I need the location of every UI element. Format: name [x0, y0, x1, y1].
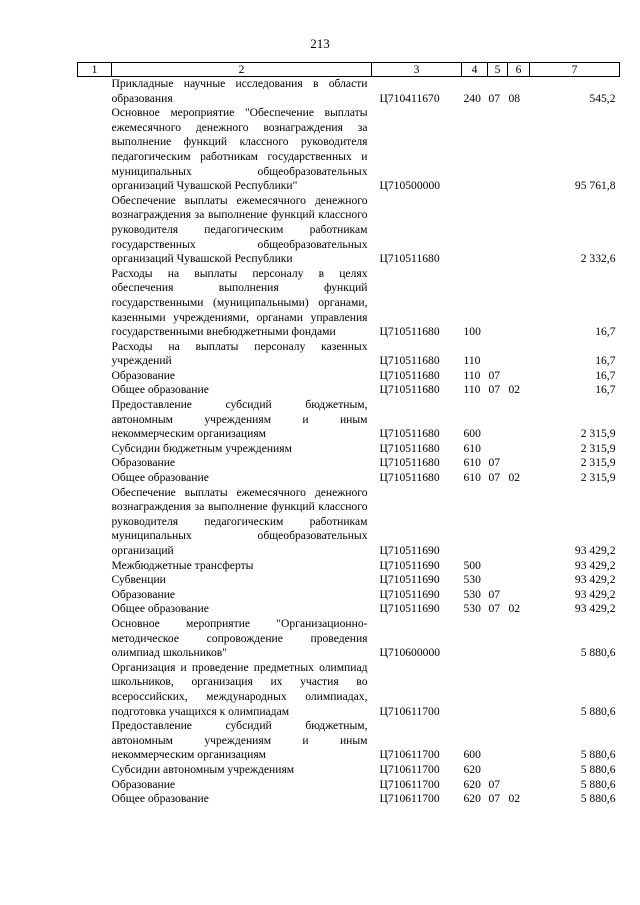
row-sum-cell: 2 315,9: [580, 471, 616, 485]
row-code-cell: Ц710511680: [379, 368, 440, 382]
row-number-cell: [78, 194, 112, 267]
row-pr-cell: [508, 617, 530, 661]
table-body: [78, 77, 620, 807]
row-sum-cell: 5 880,6: [580, 704, 616, 718]
row-sum-cell: 93 429,2: [574, 558, 616, 572]
row-code-cell: Ц710611700: [379, 762, 440, 776]
row-pr-cell: [508, 369, 530, 384]
row-vr-cell: 610: [463, 441, 481, 455]
row-name-cell: Основное мероприятие "Организационно-методическое сопровождение проведения олимпиад школьников": [111, 616, 368, 660]
row-name-cell: Субвенции: [111, 573, 166, 587]
row-sum-cell: 16,7: [595, 383, 616, 397]
row-rz-cell: 07: [488, 456, 501, 470]
row-pr-cell: [508, 340, 530, 369]
row-pr-cell: [508, 719, 530, 763]
row-number-cell: [78, 383, 112, 398]
row-name-cell: Общее образование: [111, 792, 209, 806]
row-name-cell: Образование: [111, 368, 176, 382]
row-sum-cell: 2 315,9: [580, 427, 616, 441]
table-row: [78, 778, 620, 793]
row-code-cell: Ц710611700: [379, 748, 440, 762]
row-vr-cell: 600: [463, 748, 481, 762]
header-row: [78, 63, 620, 77]
row-pr-cell: [508, 442, 530, 457]
row-sum-cell: 93 429,2: [574, 587, 616, 601]
row-rz-cell: [488, 763, 508, 778]
row-pr-cell: [508, 456, 530, 471]
table-row: [78, 369, 620, 384]
row-rz-cell: [488, 719, 508, 763]
header-col-1: 1: [78, 63, 112, 77]
row-vr-cell: 110: [463, 368, 481, 382]
row-vr-cell: 500: [463, 558, 481, 572]
row-pr-cell: [508, 588, 530, 603]
row-rz-cell: 07: [488, 792, 501, 806]
row-rz-cell: [488, 559, 508, 574]
table-row: [78, 661, 620, 719]
budget-table: [77, 62, 620, 807]
row-vr-cell: [462, 106, 488, 194]
table-row: [78, 267, 620, 340]
row-pr-cell: [508, 778, 530, 793]
row-vr-cell: 620: [463, 762, 481, 776]
row-name-cell: Межбюджетные трансферты: [111, 558, 254, 572]
row-code-cell: Ц710511680: [379, 383, 440, 397]
row-name-cell: Образование: [111, 587, 176, 601]
row-number-cell: [78, 340, 112, 369]
row-pr-cell: [508, 194, 530, 267]
row-number-cell: [78, 77, 112, 107]
header-col-5: 5: [488, 63, 508, 77]
row-number-cell: [78, 398, 112, 442]
row-rz-cell: 07: [488, 602, 501, 616]
row-code-cell: Ц710511680: [379, 325, 440, 339]
table-row: [78, 471, 620, 486]
row-sum-cell: 5 880,6: [580, 646, 616, 660]
table-row: [78, 573, 620, 588]
row-name-cell: Обеспечение выплаты ежемесячного денежного вознаграждения за выполнение функций классного руководителя педагогическим работникам муниципальных общеобразовательных организаций: [111, 485, 368, 557]
row-vr-cell: 620: [463, 792, 481, 806]
row-code-cell: Ц710500000: [379, 179, 441, 193]
row-vr-cell: [462, 194, 488, 267]
table-row: [78, 486, 620, 559]
row-vr-cell: 100: [463, 325, 481, 339]
row-number-cell: [78, 369, 112, 384]
row-sum-cell: 16,7: [595, 325, 616, 339]
row-vr-cell: 530: [463, 602, 481, 616]
row-sum-cell: 93 429,2: [574, 602, 616, 616]
row-rz-cell: 07: [488, 587, 501, 601]
row-number-cell: [78, 573, 112, 588]
table-row: [78, 588, 620, 603]
row-rz-cell: [488, 340, 508, 369]
row-pr-cell: 02: [508, 383, 521, 397]
row-name-cell: Расходы на выплаты персоналу казенных учреждений: [111, 339, 368, 368]
row-pr-cell: [508, 106, 530, 194]
row-pr-cell: [508, 661, 530, 719]
row-code-cell: Ц710511680: [379, 456, 440, 470]
row-vr-cell: 610: [463, 456, 481, 470]
row-name-cell: Организация и проведение предметных олимпиад школьников, организация их участия во всероссийских, международных олимпиадах, подготовка учащихся к олимпиадам: [111, 660, 368, 718]
row-rz-cell: 07: [488, 383, 501, 397]
row-name-cell: Прикладные научные исследования в области образования: [111, 77, 368, 105]
row-pr-cell: 02: [508, 471, 521, 485]
row-number-cell: [78, 471, 112, 486]
row-number-cell: [78, 456, 112, 471]
row-pr-cell: 08: [508, 91, 521, 105]
row-pr-cell: 02: [508, 602, 521, 616]
row-code-cell: Ц710511680: [379, 441, 440, 455]
table-header: [78, 63, 620, 77]
row-number-cell: [78, 719, 112, 763]
row-vr-cell: 530: [463, 573, 481, 587]
row-sum-cell: 16,7: [595, 354, 616, 368]
row-name-cell: Обеспечение выплаты ежемесячного денежного вознаграждения за выполнение функций классного руководителя педагогическим работникам государственных общеобразовательных организаций Чувашской Республики: [111, 193, 368, 266]
table-row: [78, 617, 620, 661]
row-vr-cell: 600: [463, 427, 481, 441]
row-number-cell: [78, 778, 112, 793]
row-code-cell: Ц710511680: [379, 252, 440, 266]
row-pr-cell: [508, 486, 530, 559]
table-row: [78, 77, 620, 107]
table-row: [78, 602, 620, 617]
row-sum-cell: 5 880,6: [580, 777, 616, 791]
header-col-4: 4: [462, 63, 488, 77]
row-vr-cell: 610: [463, 471, 481, 485]
row-rz-cell: [488, 442, 508, 457]
row-sum-cell: 2 315,9: [580, 456, 616, 470]
row-number-cell: [78, 792, 112, 807]
header-col-6: 6: [508, 63, 530, 77]
row-sum-cell: 2 315,9: [580, 441, 616, 455]
row-code-cell: Ц710611700: [379, 777, 440, 791]
row-vr-cell: 530: [463, 587, 481, 601]
row-vr-cell: 620: [463, 777, 481, 791]
row-name-cell: Основное мероприятие "Обеспечение выплаты ежемесячного денежного вознаграждения за выполнение функций классного руководителя педагогическим работникам государственных и муниципальных общеобразовательных организаций Чувашской Республики": [111, 106, 368, 193]
row-pr-cell: [508, 763, 530, 778]
row-vr-cell: 240: [463, 91, 481, 105]
row-rz-cell: [488, 617, 508, 661]
row-number-cell: [78, 267, 112, 340]
table-row: [78, 383, 620, 398]
row-name-cell: Субсидии автономным учреждениям: [111, 762, 295, 776]
row-code-cell: Ц710611700: [379, 792, 440, 806]
row-rz-cell: 07: [488, 471, 501, 485]
row-pr-cell: [508, 398, 530, 442]
row-code-cell: Ц710511680: [379, 471, 440, 485]
row-code-cell: Ц710511690: [379, 602, 440, 616]
row-name-cell: Общее образование: [111, 383, 209, 397]
row-rz-cell: 07: [488, 368, 501, 382]
row-pr-cell: [508, 559, 530, 574]
table-row: [78, 194, 620, 267]
row-number-cell: [78, 442, 112, 457]
row-number-cell: [78, 602, 112, 617]
header-col-3: 3: [372, 63, 462, 77]
table-row: [78, 442, 620, 457]
row-number-cell: [78, 661, 112, 719]
header-col-2: 2: [112, 63, 372, 77]
row-number-cell: [78, 588, 112, 603]
row-sum-cell: 93 429,2: [574, 573, 616, 587]
row-sum-cell: 2 332,6: [580, 252, 616, 266]
row-number-cell: [78, 559, 112, 574]
row-code-cell: Ц710411670: [379, 91, 440, 105]
row-name-cell: Общее образование: [111, 471, 209, 485]
row-number-cell: [78, 486, 112, 559]
row-code-cell: Ц710511690: [379, 558, 440, 572]
row-rz-cell: 07: [488, 91, 501, 105]
row-name-cell: Субсидии бюджетным учреждениям: [111, 441, 292, 455]
row-sum-cell: 93 429,2: [574, 544, 616, 557]
row-sum-cell: 5 880,6: [580, 762, 616, 776]
row-sum-cell: 545,2: [589, 91, 616, 105]
row-rz-cell: [488, 573, 508, 588]
row-rz-cell: 07: [488, 777, 501, 791]
row-rz-cell: [488, 486, 508, 559]
table-row: [78, 106, 620, 194]
row-number-cell: [78, 763, 112, 778]
row-name-cell: Общее образование: [111, 602, 209, 616]
row-number-cell: [78, 617, 112, 661]
row-rz-cell: [488, 106, 508, 194]
row-vr-cell: [462, 617, 488, 661]
table-row: [78, 763, 620, 778]
row-code-cell: Ц710511690: [379, 573, 440, 587]
row-name-cell: Образование: [111, 777, 176, 791]
row-sum-cell: 5 880,6: [580, 792, 616, 806]
row-name-cell: Предоставление субсидий бюджетным, автономным учреждениям и иным некоммерческим организациям: [111, 398, 368, 441]
row-name-cell: Предоставление субсидий бюджетным, автономным учреждениям и иным некоммерческим организациям: [111, 719, 368, 762]
row-code-cell: Ц710611700: [379, 704, 440, 718]
row-name-cell: Образование: [111, 456, 176, 470]
row-code-cell: Ц710511680: [379, 354, 440, 368]
row-number-cell: [78, 106, 112, 194]
row-sum-cell: 5 880,6: [580, 748, 616, 762]
row-vr-cell: [462, 486, 488, 559]
row-vr-cell: [462, 661, 488, 719]
row-sum-cell: 16,7: [595, 368, 616, 382]
table-row: [78, 719, 620, 763]
row-rz-cell: [488, 398, 508, 442]
table-row: [78, 456, 620, 471]
table-row: [78, 792, 620, 807]
table-row: [78, 340, 620, 369]
row-rz-cell: [488, 267, 508, 340]
row-code-cell: Ц710600000: [379, 646, 441, 660]
row-pr-cell: [508, 267, 530, 340]
table-row: [78, 398, 620, 442]
row-vr-cell: 110: [463, 383, 481, 397]
row-sum-cell: 95 761,8: [574, 179, 616, 193]
row-name-cell: Расходы на выплаты персоналу в целях обеспечения выполнения функций государственными (муниципальными) органами, казенными учреждениями, органами управления государственными внебюджетными фондами: [111, 266, 368, 339]
table-row: [78, 559, 620, 574]
row-code-cell: Ц710511680: [379, 427, 440, 441]
row-rz-cell: [488, 661, 508, 719]
page-number: 213: [310, 36, 330, 51]
row-vr-cell: 110: [463, 354, 481, 368]
row-rz-cell: [488, 194, 508, 267]
row-pr-cell: [508, 573, 530, 588]
row-code-cell: Ц710511690: [379, 544, 440, 557]
row-pr-cell: 02: [508, 792, 521, 806]
header-col-7: 7: [530, 63, 620, 77]
row-code-cell: Ц710511690: [379, 587, 440, 601]
